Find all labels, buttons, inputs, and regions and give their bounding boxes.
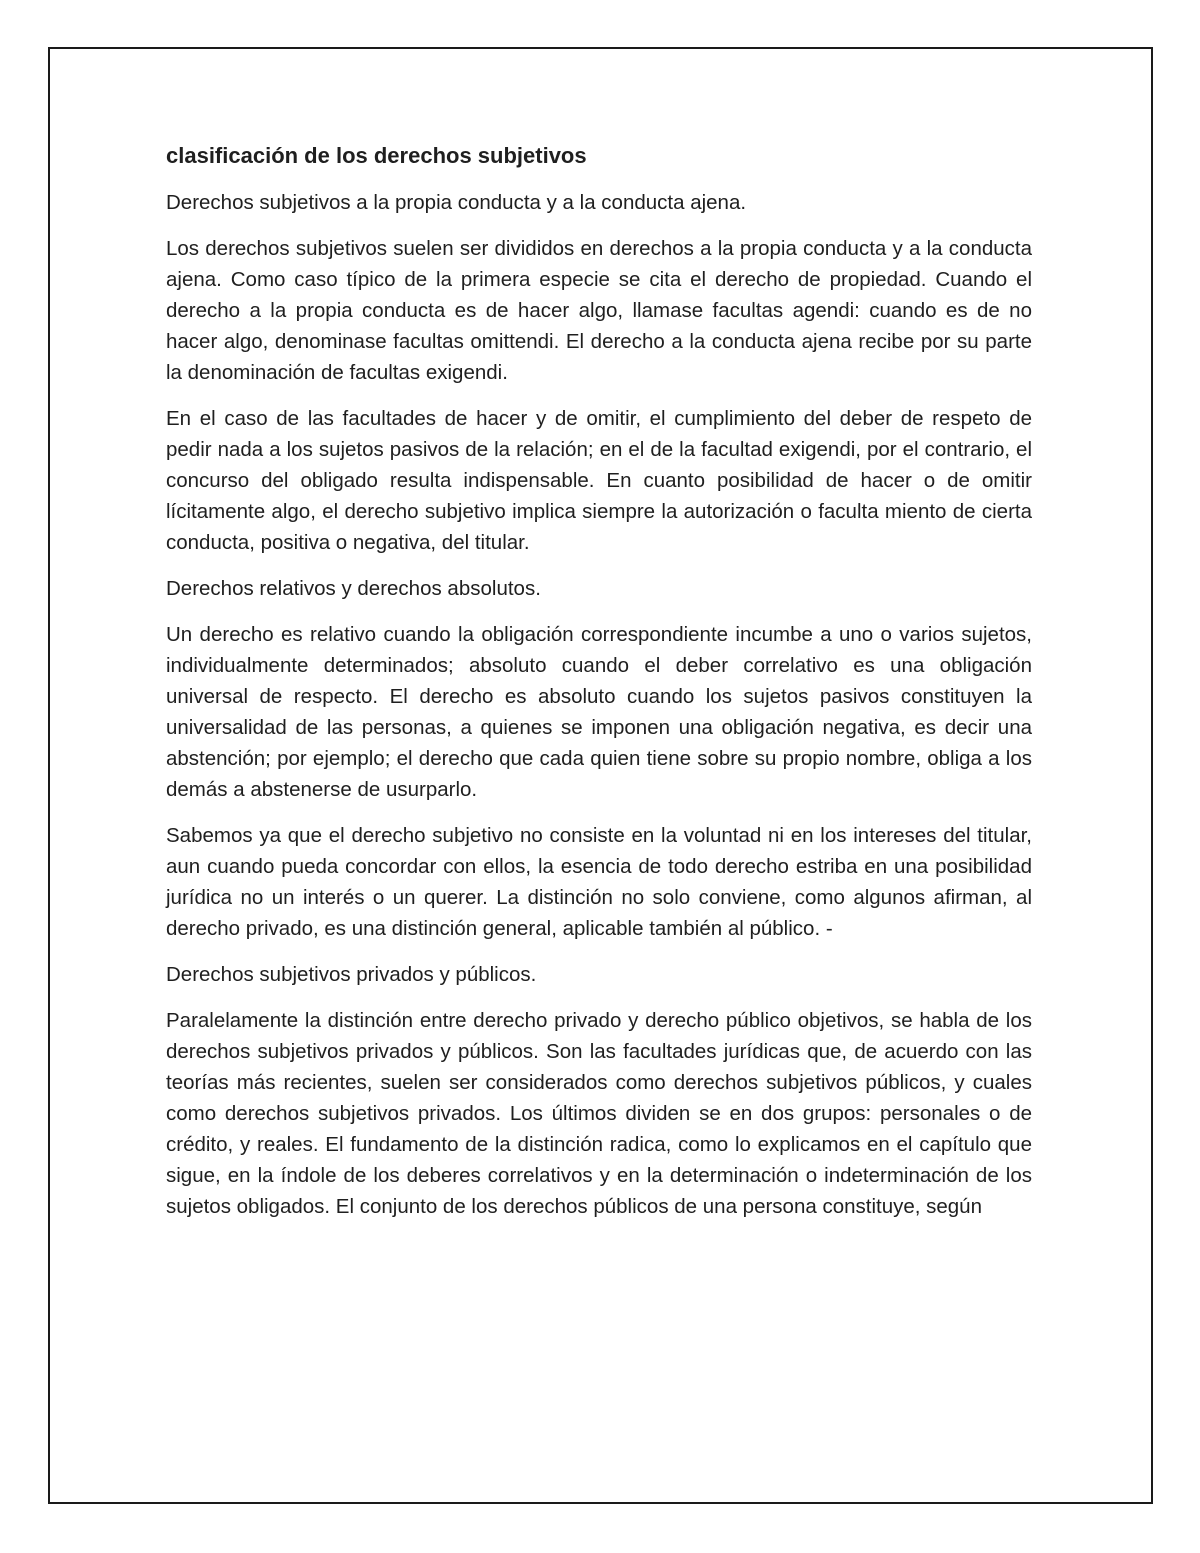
paragraph: Los derechos subjetivos suelen ser divididos en derechos a la propia conducta y a la conducta ajena. Como caso típico de la primera especie se cita el derecho de propiedad. Cuando el derecho a la propia conducta es de hacer algo, llamase facultas agendi: cuando es de no hacer algo, denominase facultas omittendi. El derecho a la conducta ajena recibe por su parte la denominación de facultas exigendi.: [166, 237, 1032, 384]
paragraph: Paralelamente la distinción entre derecho privado y derecho público objetivos, se habla de los derechos subjetivos privados y públicos. Son las facultades jurídicas que, de acuerdo con las teorías más recientes, suelen ser considerados como derechos subjetivos públicos, y cuales como derechos subjetivos privados. Los últimos dividen se en dos grupos: personales o de crédito, y reales. El fundamento de la distinción radica, como lo explicamos en el capítulo que sigue, en la índole de los deberes correlativos y en la determinación o indeterminación de los sujetos obligados. El conjunto de los derechos públicos de una persona constituye, según: [166, 1009, 1032, 1218]
document-title: clasificación de los derechos subjetivos: [166, 143, 587, 168]
document-body: [166, 139, 1032, 1237]
paragraph: En el caso de las facultades de hacer y de omitir, el cumplimiento del deber de respeto de pedir nada a los sujetos pasivos de la relación; en el de la facultad exigendi, por el contrario, el concurso del obligado resulta indispensable. En cuanto posibilidad de hacer o de omitir lícitamente algo, el derecho subjetivo implica siempre la autorización o faculta miento de cierta conducta, positiva o negativa, del titular.: [166, 407, 1032, 554]
section-heading-propia-ajena: Derechos subjetivos a la propia conducta y a la conducta ajena.: [166, 191, 747, 214]
section-heading-privados-publicos: Derechos subjetivos privados y públicos.: [166, 963, 537, 986]
section-heading-relativos-absolutos: Derechos relativos y derechos absolutos.: [166, 577, 541, 600]
paragraph: Un derecho es relativo cuando la obligación correspondiente incumbe a uno o varios sujetos, individualmente determinados; absoluto cuando el deber correlativo es una obligación universal de respecto. El derecho es absoluto cuando los sujetos pasivos constituyen la universalidad de las personas, a quienes se imponen una obligación negativa, es decir una abstención; por ejemplo; el derecho que cada quien tiene sobre su propio nombre, obliga a los demás a abstenerse de usurparlo.: [166, 623, 1032, 801]
paragraph: Sabemos ya que el derecho subjetivo no consiste en la voluntad ni en los intereses del titular, aun cuando pueda concordar con ellos, la esencia de todo derecho estriba en una posibilidad jurídica no un interés o un querer. La distinción no solo conviene, como algunos afirman, al derecho privado, es una distinción general, aplicable también al público. -: [166, 824, 1032, 940]
